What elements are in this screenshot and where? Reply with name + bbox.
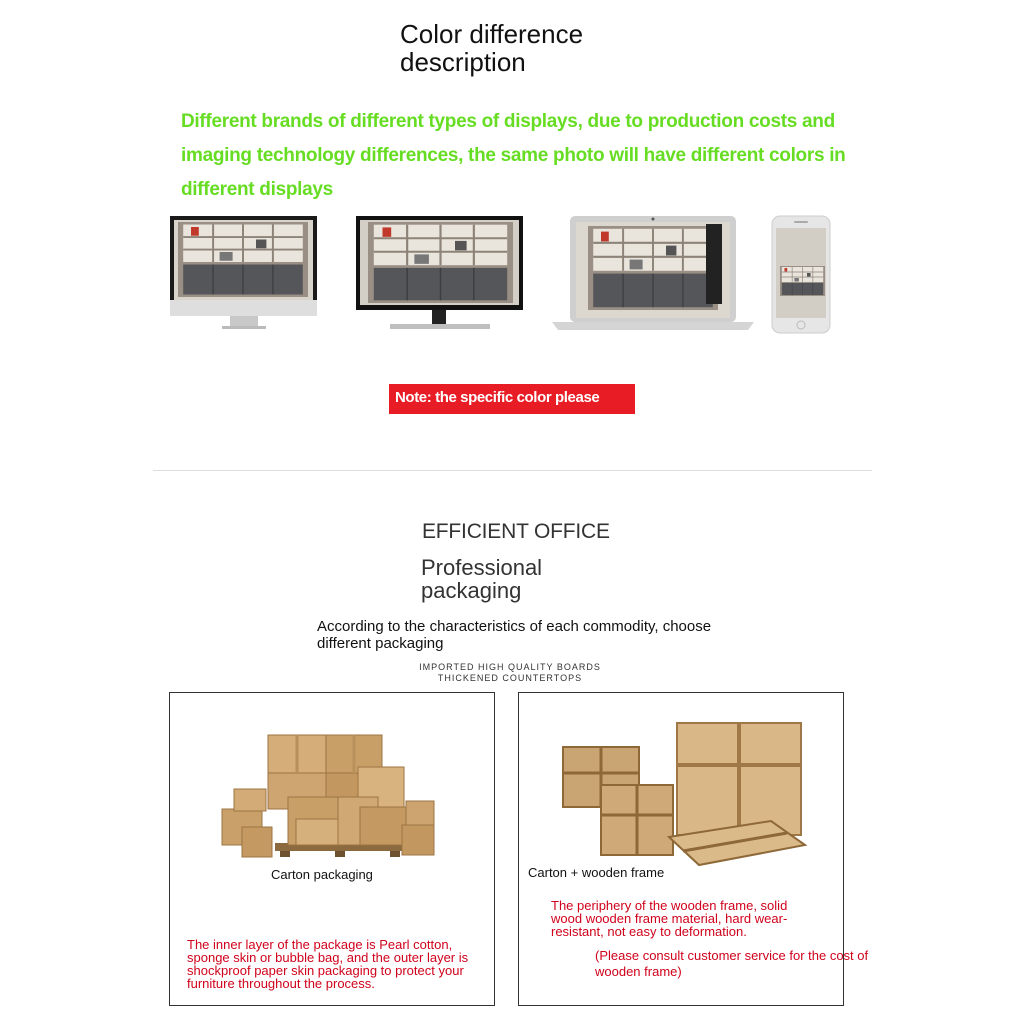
laptop-display bbox=[552, 216, 754, 330]
carton-packaging-description: The inner layer of the package is Pearl cotton, sponge skin or bubble bag, and the outer layer is shockproof paper skin packaging to protect your furniture throughout the process. bbox=[187, 937, 469, 991]
title-line-1: Color difference bbox=[400, 19, 584, 49]
professional-packaging-title bbox=[421, 556, 542, 602]
tagline-line-1: IMPORTED HIGH QUALITY BOARDS bbox=[419, 662, 601, 672]
monitor-display bbox=[356, 216, 523, 329]
phone-display bbox=[772, 216, 830, 333]
wooden-frame-image bbox=[559, 719, 809, 869]
efficient-office-heading: EFFICIENT OFFICE bbox=[422, 520, 610, 543]
wooden-frame-caption: Carton + wooden frame bbox=[528, 865, 665, 880]
wooden-frame-card bbox=[518, 692, 869, 1006]
carton-packaging-caption: Carton packaging bbox=[271, 867, 373, 882]
wooden-frame-cost-note: (Please consult customer service for the cost of wooden frame) bbox=[595, 948, 869, 979]
carton-boxes-image bbox=[220, 731, 440, 866]
tagline-line-2: THICKENED COUNTERTOPS bbox=[437, 673, 583, 683]
packaging-intro: According to the characteristics of each commodity, choose different packaging bbox=[317, 618, 712, 652]
title-line-2: description bbox=[400, 47, 526, 77]
title-line-1: Professional bbox=[421, 555, 543, 580]
color-note-banner: Note: the specific color please bbox=[389, 384, 635, 414]
wooden-frame-description: The periphery of the wooden frame, solid wood wooden frame material, hard wear-resistant, not easy to deformation. bbox=[551, 898, 788, 939]
display-illustrations bbox=[0, 0, 1024, 340]
carton-packaging-card bbox=[169, 692, 495, 1006]
packaging-tagline bbox=[400, 662, 620, 684]
section-divider bbox=[153, 470, 872, 471]
title-line-2: packaging bbox=[421, 578, 522, 603]
color-difference-description: Different brands of different types of displays, due to production costs and imaging technology differences, the same photo will have different colors in different displays bbox=[181, 111, 846, 200]
imac-display bbox=[170, 216, 317, 329]
